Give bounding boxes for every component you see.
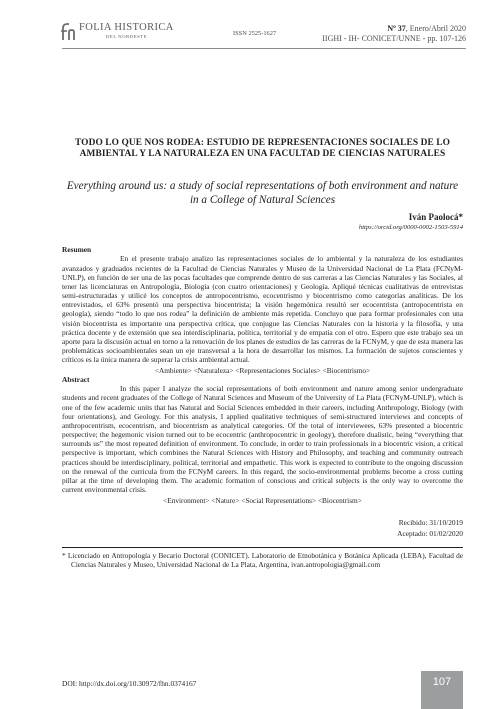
page-number: 107 <box>421 671 463 709</box>
article-title-english: Everything around us: a study of social representations of both environment and nature in a College of Natural Sciences <box>66 180 459 206</box>
issue-info <box>322 24 466 44</box>
journal-name: FOLIA HISTORICA <box>79 22 174 33</box>
article-title-spanish: TODO LO QUE NOS RODEA: ESTUDIO DE REPRESENTACIONES SOCIALES DE LO AMBIENTAL Y LA NATURALEZA EN UNA FACULTAD DE CIENCIAS NATURALES <box>75 138 450 160</box>
abstract-text: In this paper I analyze the social representations of both environment and nature among senior undergraduate students and recent graduates of the College of Natural Sciences and Museum of the University of La Plata (FCNyM-UNLP), which is one of the few academic units that has Natural and Social Sciences embedded in their careers, including Anthropology, Biology (with four orientations), and Geology. For this analysis, I applied qualitative techniques of semi-structured interviews and concepts of anthropocentrism, ecocentrism, and biocentrism as analytical categories. Of the total of interviewees, 63% presented a biocentric perspective; the hegemonic vision turned out to be ecocentric (anthropocentric in geology), therefore dualistic, being “everything that surrounds us” the most repeated definition of environment. To conclude, in order to train professionals in a biocentric vision, a critical perspective is important, which combines the Natural Sciences with History and Philosophy, and teaching and community outreach practices should be interdisciplinary, political, territorial and empathetic. This work is expected to contribute to the ongoing discussion on the renewal of the curricula from the FCNyM careers. In this regard, the socio-environmental problems become a cross cutting pillar at the time of developing them. The academic formation of conscious and critical subjects is the only way to overcome the current environmental crisis. <box>62 384 463 494</box>
article-content <box>62 138 463 569</box>
author-footnote: * Licenciado en Antropología y Becario Doctoral (CONICET). Laboratorio de Etnobotánica y Botánica Aplicada (LEBA), Facultad de Ciencias Naturales y Museo, Universidad Nacional de La Plata, Argentina, ivan.antropologia@gmail.com <box>62 551 463 570</box>
orcid-link[interactable]: https://orcid.org/0000-0002-1503-5914 <box>358 224 463 232</box>
issue-number: Nº 37 <box>387 24 406 33</box>
publisher-pages: IIGHI - IH- CONICET/UNNE - pp. 107-126 <box>322 34 466 43</box>
resumen-heading: Resumen <box>62 245 92 255</box>
page-header <box>0 0 496 58</box>
author-name: Iván Paolocá* <box>408 212 463 223</box>
resumen-keywords: <Ambiente> <Naturaleza> <Representaciones Sociales> <Biocentrismo> <box>154 366 371 376</box>
fh-monogram-icon <box>60 23 76 41</box>
submission-dates <box>62 518 463 539</box>
journal-subtitle: DEL NORDESTE <box>106 34 148 39</box>
issue-line <box>322 24 466 34</box>
header-divider <box>62 48 466 49</box>
resumen-text: En el presente trabajo analizo las representaciones sociales de lo ambiental y la naturaleza de los estudiantes avanzados y graduados recientes de la Facultad de Ciencias Naturales y Museo de la Universidad Nacional de La Plata (FCNyM-UNLP), en función de ser una de las pocas facultades que comprende dentro de sus carreras a las Ciencias Naturales y las Sociales, al tener las licenciaturas en Antropología, Biología (con cuatro orientaciones) y Geología. Apliqué técnicas cualitativas de entrevistas semi-estructuradas y utilicé los conceptos de antropocentrismo, ecocentrismo y biocentrismo como categorías analíticas. De los entrevistados, el 63% presentó una perspectiva biocentrista; la visión hegemónica resultó ser ecocentrista (antropocentrista en geología), siendo “todo lo que nos rodea” la definición de ambiente más repetida. Concluyo que para formar profesionales con una visión biocentrista es importante una perspectiva crítica, que conjugue las Ciencias Naturales con la historia y la filosofía, y una práctica docente y de extensión que sea interdisciplinaria, política, territorial y de empatía con el otro. Espero que este trabajo sea un aporte para la discusión actual en torno a la renovación de los planes de estudios de las carreras de la FCNyM, y que de esta manera las problemáticas socioambientales sean un eje transversal a la hora de desarrollar los mismos. La formación de sujetos conscientes y críticos es la única manera de superar la crisis ambiental actual. <box>62 254 463 365</box>
abstract-heading: Abstract <box>62 375 90 385</box>
issue-date: , Enero/Abril 2020 <box>405 24 466 33</box>
accepted-date: Aceptado: 01/02/2020 <box>397 528 463 538</box>
abstract-keywords: <Environment> <Nature> <Social Representations> <Biocentrism> <box>163 496 362 506</box>
doi-link[interactable]: DOI: http://dx.doi.org/10.30972/fhn.0374167 <box>62 679 197 688</box>
footnote-divider <box>62 547 463 548</box>
issn: ISSN 2525-1627 <box>233 30 277 37</box>
received-date: Recibido: 31/10/2019 <box>398 518 463 528</box>
